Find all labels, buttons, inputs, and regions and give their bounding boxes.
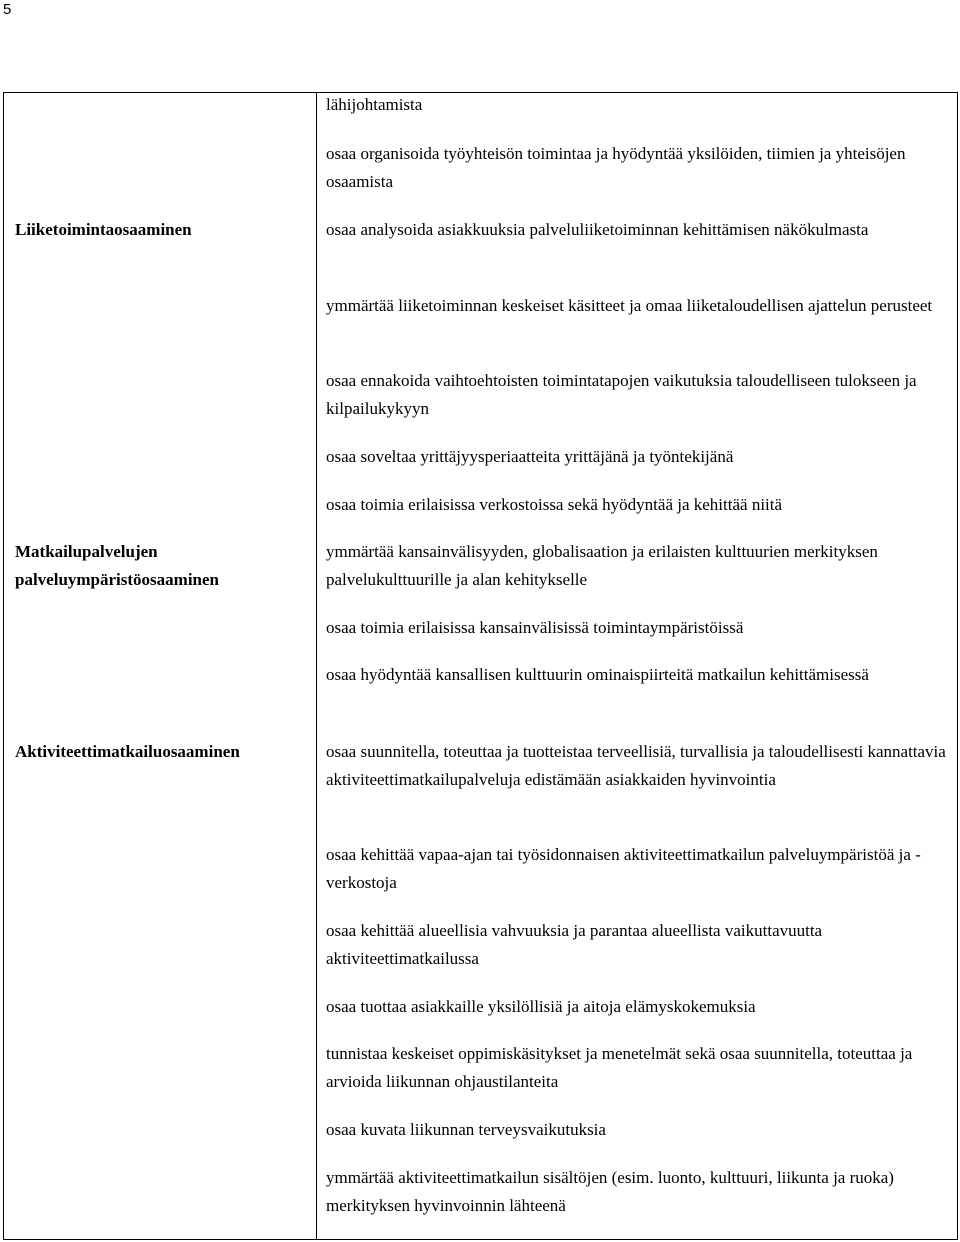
section-label-matkailupalvelujen <box>15 538 310 594</box>
competence-item: tunnistaa keskeiset oppimiskäsitykset ja menetelmät sekä osaa suunnitella, toteuttaa ja arvioida liikunnan ohjaustilanteita <box>326 1044 913 1091</box>
competence-item: osaa toimia erilaisissa kansainvälisissä toimintaympäristöissä <box>326 618 744 637</box>
competence-item: osaa organisoida työyhteisön toimintaa ja hyödyntää yksilöiden, tiimien ja yhteisöjen osaamista <box>326 144 906 191</box>
section-label-liiketoiminta: Liiketoimintaosaaminen <box>15 220 192 239</box>
competence-item: ymmärtää liiketoiminnan keskeiset käsitteet ja omaa liiketaloudellisen ajattelun perusteet <box>326 296 933 315</box>
competence-item: osaa tuottaa asiakkaille yksilöllisiä ja aitoja elämyskokemuksia <box>326 997 756 1016</box>
competence-item: osaa suunnitella, toteuttaa ja tuotteistaa terveellisiä, turvallisia ja taloudellisesti kannattavia aktiviteettimatkailupalveluja edistämään asiakkaiden hyvinvointia <box>326 742 946 789</box>
competence-item: osaa toimia erilaisissa verkostoissa sekä hyödyntää ja kehittää niitä <box>326 495 783 514</box>
competence-item: osaa kehittää alueellisia vahvuuksia ja parantaa alueellista vaikuttavuutta aktiviteettimatkailussa <box>326 921 823 968</box>
competence-item: lähijohtamista <box>326 95 423 114</box>
competence-item: osaa analysoida asiakkuuksia palveluliiketoiminnan kehittämisen näkökulmasta <box>326 220 869 239</box>
competence-item: osaa kehittää vapaa-ajan tai työsidonnaisen aktiviteettimatkailun palveluympäristöä ja -verkostoja <box>326 845 921 892</box>
competence-table <box>3 92 958 1240</box>
column-divider <box>316 93 317 1239</box>
section-label-line: palveluympäristöosaaminen <box>15 570 220 589</box>
competence-item: osaa soveltaa yrittäjyysperiaatteita yrittäjänä ja työntekijänä <box>326 447 734 466</box>
competence-item: ymmärtää kansainvälisyyden, globalisaation ja erilaisten kulttuurien merkityksen palvelukulttuurille ja alan kehitykselle <box>326 542 878 589</box>
competence-item: ymmärtää aktiviteettimatkailun sisältöjen (esim. luonto, kulttuuri, liikunta ja ruoka) merkityksen hyvinvoinnin lähteenä <box>326 1168 894 1215</box>
competence-item: osaa kuvata liikunnan terveysvaikutuksia <box>326 1120 606 1139</box>
competence-item: osaa hyödyntää kansallisen kulttuurin ominaispiirteitä matkailun kehittämisessä <box>326 665 869 684</box>
section-label-aktiviteetti: Aktiviteettimatkailuosaaminen <box>15 742 240 761</box>
competence-item: osaa ennakoida vaihtoehtoisten toimintatapojen vaikutuksia taloudelliseen tulokseen ja kilpailukykyyn <box>326 371 917 418</box>
section-label-line: Matkailupalvelujen <box>15 542 158 561</box>
page-number: 5 <box>3 1 12 18</box>
